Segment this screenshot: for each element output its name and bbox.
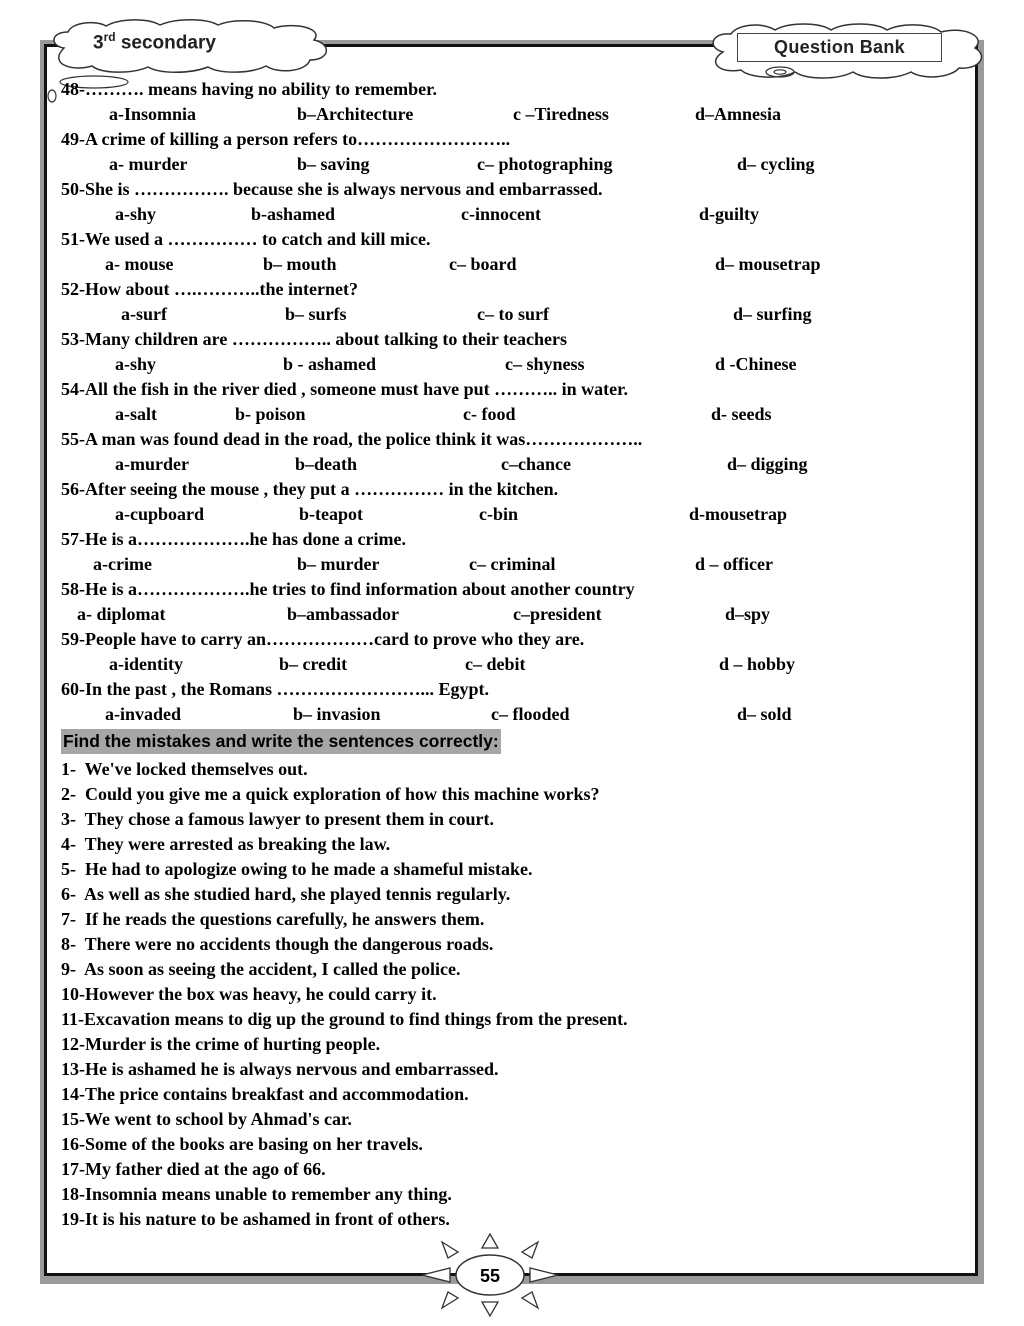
mistake-sentence: 16-Some of the books are basing on her travels. <box>61 1134 423 1154</box>
answer-option: b - ashamed <box>283 354 377 374</box>
question-options <box>61 252 961 277</box>
answer-option: a-surf <box>121 304 167 324</box>
answer-option: b- poison <box>235 404 306 424</box>
answer-option: d -Chinese <box>715 354 797 374</box>
answer-option: c– debit <box>465 654 526 674</box>
answer-option: c–president <box>513 604 602 624</box>
question-options <box>61 202 961 227</box>
question-options <box>61 102 961 127</box>
answer-option: d–spy <box>725 604 771 624</box>
question-options <box>61 552 961 577</box>
answer-option: b– mouth <box>263 254 337 274</box>
answer-option: a-Insomnia <box>109 104 197 124</box>
answer-option: d– surfing <box>733 304 812 324</box>
question-stem: 58-He is a……………….he tries to find information about another country <box>61 579 635 599</box>
answer-option: a-salt <box>115 404 157 424</box>
question-stem: 52-How about ….………..the internet? <box>61 279 358 299</box>
page-number: 55 <box>479 1266 501 1286</box>
answer-option: b– murder <box>297 554 380 574</box>
mistake-sentence: 7- If he reads the questions carefully, he answers them. <box>61 909 485 929</box>
answer-option: c– criminal <box>469 554 556 574</box>
answer-option: c–chance <box>501 454 571 474</box>
section-heading: Find the mistakes and write the sentences correctly: <box>61 729 501 754</box>
question-options <box>61 352 961 377</box>
answer-option: b-ashamed <box>251 204 336 224</box>
answer-option: d – officer <box>695 554 773 574</box>
answer-option: a-identity <box>109 654 183 674</box>
question-options <box>61 502 961 527</box>
mistake-sentence: 19-It is his nature to be ashamed in front of others. <box>61 1209 450 1229</box>
question-options <box>61 402 961 427</box>
answer-option: a-invaded <box>105 704 182 724</box>
answer-option: b-teapot <box>299 504 363 524</box>
question-stem: 51-We used a …………… to catch and kill mice. <box>61 229 431 249</box>
mistake-sentence: 18-Insomnia means unable to remember any thing. <box>61 1184 452 1204</box>
answer-option: c– photographing <box>477 154 613 174</box>
answer-option: a-murder <box>115 454 189 474</box>
answer-option: b–ambassador <box>287 604 400 624</box>
answer-option: b– saving <box>297 154 370 174</box>
question-stem: 59-People have to carry an………………card to prove who they are. <box>61 629 585 649</box>
answer-option: c-innocent <box>461 204 541 224</box>
answer-option: b–Architecture <box>297 104 414 124</box>
question-content <box>61 77 961 1232</box>
question-options <box>61 652 961 677</box>
answer-option: b– credit <box>279 654 348 674</box>
answer-option: c– shyness <box>505 354 585 374</box>
mistake-sentence: 8- There were no accidents though the dangerous roads. <box>61 934 494 954</box>
answer-option: c –Tiredness <box>513 104 609 124</box>
answer-option: c– to surf <box>477 304 549 324</box>
question-stem: 49-A crime of killing a person refers to…………………….. <box>61 129 511 149</box>
mistake-sentence: 5- He had to apologize owing to he made a shameful mistake. <box>61 859 533 879</box>
answer-option: c-bin <box>479 504 519 524</box>
answer-option: a-cupboard <box>115 504 205 524</box>
mistake-sentence: 9- As soon as seeing the accident, I called the police. <box>61 959 461 979</box>
header-question-bank-label: Question Bank <box>737 33 942 62</box>
mistake-sentence: 6- As well as she studied hard, she played tennis regularly. <box>61 884 511 904</box>
question-stem: 55-A man was found dead in the road, the police think it was……………….. <box>61 429 643 449</box>
question-stem: 50-She is ……………. because she is always nervous and embarrassed. <box>61 179 603 199</box>
answer-option: d– cycling <box>737 154 815 174</box>
answer-option: d-mousetrap <box>689 504 787 524</box>
answer-option: d – hobby <box>719 654 796 674</box>
mistake-sentence: 11-Excavation means to dig up the ground to find things from the present. <box>61 1009 628 1029</box>
answer-option: c– flooded <box>491 704 570 724</box>
mistake-sentence: 4- They were arrested as breaking the law. <box>61 834 391 854</box>
answer-option: d–Amnesia <box>695 104 782 124</box>
question-options <box>61 152 961 177</box>
mistake-sentence: 13-He is ashamed he is always nervous and embarrassed. <box>61 1059 499 1079</box>
answer-option: a-crime <box>93 554 152 574</box>
answer-option: a-shy <box>115 354 157 374</box>
mistake-sentence: 15-We went to school by Ahmad's car. <box>61 1109 352 1129</box>
mistake-sentence: 1- We've locked themselves out. <box>61 759 308 779</box>
answer-option: d– digging <box>727 454 808 474</box>
answer-option: d– sold <box>737 704 792 724</box>
header-grade-label: 3rd secondary <box>93 30 216 54</box>
question-stem: 57-He is a……………….he has done a crime. <box>61 529 406 549</box>
answer-option: c– board <box>449 254 517 274</box>
question-options <box>61 702 961 727</box>
answer-option: d– mousetrap <box>715 254 821 274</box>
answer-option: a- mouse <box>105 254 174 274</box>
answer-option: b– surfs <box>285 304 347 324</box>
mistake-sentence: 10-However the box was heavy, he could carry it. <box>61 984 437 1004</box>
answer-option: d-guilty <box>699 204 760 224</box>
question-stem: 48-………. means having no ability to remember. <box>61 79 437 99</box>
mistake-sentence: 17-My father died at the ago of 66. <box>61 1159 326 1179</box>
answer-option: a- diplomat <box>77 604 166 624</box>
mistake-sentence: 12-Murder is the crime of hurting people. <box>61 1034 381 1054</box>
question-stem: 54-All the fish in the river died , someone must have put ……….. in water. <box>61 379 628 399</box>
mistake-sentence: 2- Could you give me a quick exploration of how this machine works? <box>61 784 600 804</box>
answer-option: d- seeds <box>711 404 772 424</box>
answer-option: c- food <box>463 404 516 424</box>
mistake-sentence: 14-The price contains breakfast and accommodation. <box>61 1084 469 1104</box>
question-stem: 60-In the past , the Romans ……………………... Egypt. <box>61 679 490 699</box>
answer-option: b– invasion <box>293 704 381 724</box>
question-stem: 56-After seeing the mouse , they put a …………… in the kitchen. <box>61 479 559 499</box>
mistake-sentence: 3- They chose a famous lawyer to present them in court. <box>61 809 494 829</box>
question-options <box>61 452 961 477</box>
question-stem: 53-Many children are …………….. about talking to their teachers <box>61 329 567 349</box>
answer-option: a- murder <box>109 154 188 174</box>
question-options <box>61 602 961 627</box>
answer-option: a-shy <box>115 204 157 224</box>
question-options <box>61 302 961 327</box>
answer-option: b–death <box>295 454 358 474</box>
